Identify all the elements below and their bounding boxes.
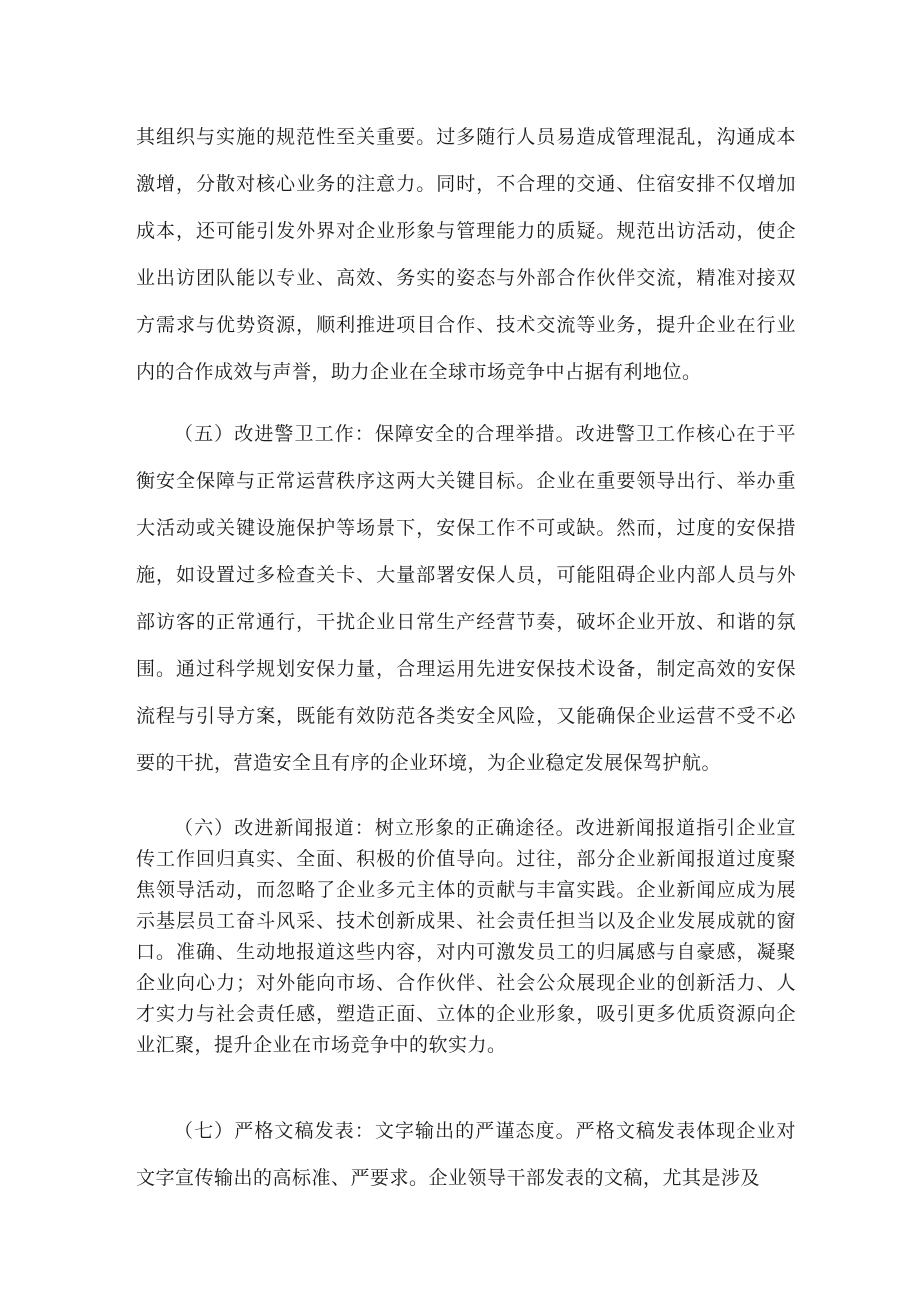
paragraph-outbound-visits-continued: 其组织与实施的规范性至关重要。过多随行人员易造成管理混乱，沟通成本激增，分散对核心业务的注意力。同时，不合理的交通、住宿安排不仅增加成本，还可能引发外界对企业形象与管理能力的质疑。规范出访活动，使企业出访团队能以专业、高效、务实的姿态与外部合作伙伴交流，精准对接双方需求与优势资源，顺利推进项目合作、技术交流等业务，提升企业在行业内的合作成效与声誉，助力企业在全球市场竞争中占据有利地位。: [136, 126, 796, 383]
paragraph-manuscript-publishing: （七）严格文稿发表：文字输出的严谨态度。严格文稿发表体现企业对文字宣传输出的高标准、严要求。企业领导干部发表的文稿，尤其是涉及: [136, 1120, 796, 1189]
paragraph-news-reporting: （六）改进新闻报道：树立形象的正确途径。改进新闻报道指引企业宣传工作回归真实、全面、积极的价值导向。过往，部分企业新闻报道过度聚焦领导活动，而忽略了企业多元主体的贡献与丰富实践。企业新闻应成为展示基层员工奋斗风采、技术创新成果、社会责任担当以及企业发展成就的窗口。准确、生动地报道这些内容，对内可激发员工的归属感与自豪感，凝聚企业向心力；对外能向市场、合作伙伴、社会公众展现企业的创新活力、人才实力与社会责任感，塑造正面、立体的企业形象，吸引更多优质资源向企业汇聚，提升企业在市场竞争中的软实力。: [136, 817, 796, 1056]
paragraph-security-work: （五）改进警卫工作：保障安全的合理举措。改进警卫工作核心在于平衡安全保障与正常运营秩序这两大关键目标。企业在重要领导出行、举办重大活动或关键设施保护等场景下，安保工作不可或缺。然而，过度的安保措施，如设置过多检查关卡、大量部署安保人员，可能阻碍企业内部人员与外部访客的正常通行，干扰企业日常生产经营节奏，破坏企业开放、和谐的氛围。通过科学规划安保力量，合理运用先进安保技术设备，制定高效的安保流程与引导方案，既能有效防范各类安全风险，又能确保企业运营不受不必要的干扰，营造安全且有序的企业环境，为企业稳定发展保驾护航。: [136, 423, 796, 774]
